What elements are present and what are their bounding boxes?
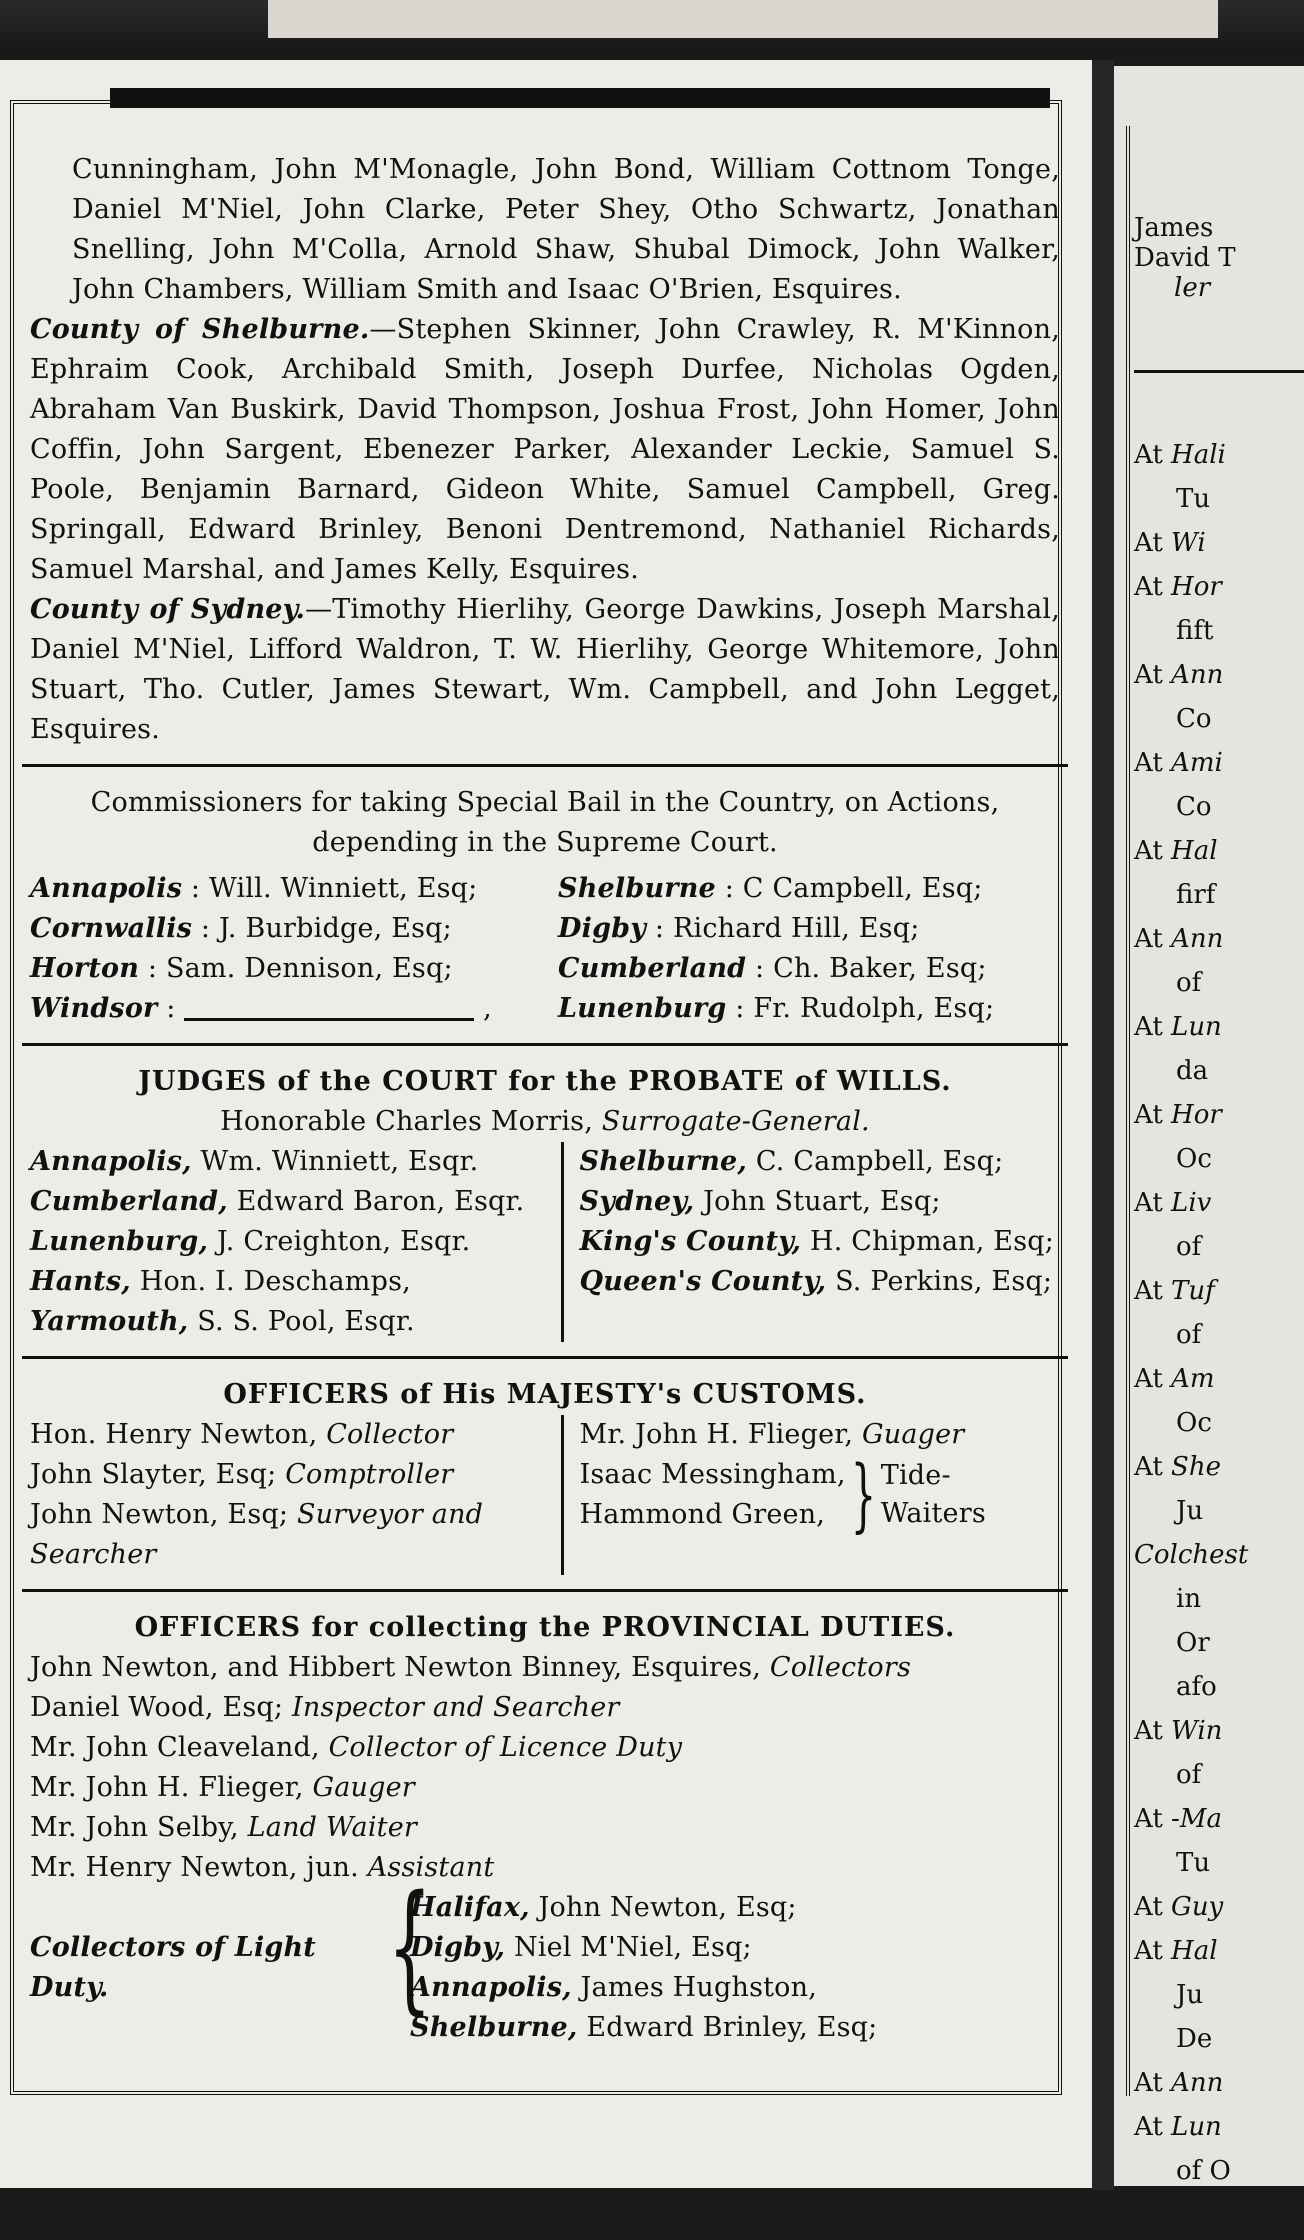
right-at-line bbox=[1134, 1401, 1304, 1445]
at-rest: of bbox=[1176, 1760, 1202, 1790]
at-prefix: At bbox=[1134, 836, 1163, 866]
at-rest: of O bbox=[1176, 2156, 1231, 2186]
bail-name: : Ch. Baker, Esq; bbox=[755, 953, 987, 984]
at-place: Hal bbox=[1171, 1936, 1218, 1966]
bail-entry bbox=[558, 989, 1060, 1029]
at-rest: in bbox=[1176, 1584, 1202, 1614]
surrogate-name: Honorable Charles Morris, bbox=[220, 1106, 593, 1137]
probate-entry bbox=[30, 1182, 551, 1222]
at-rest: da bbox=[1176, 1056, 1209, 1086]
probate-name: S. Perkins, Esq; bbox=[835, 1266, 1053, 1297]
at-prefix: At bbox=[1134, 1892, 1163, 1922]
at-prefix: At bbox=[1134, 748, 1163, 778]
light-entry bbox=[410, 2008, 1060, 2048]
provincial-name: Mr. John Cleaveland, bbox=[30, 1732, 320, 1763]
right-head-line: David T bbox=[1134, 243, 1236, 273]
customs-name: Mr. John H. Flieger, bbox=[579, 1419, 854, 1450]
bail-name: : J. Burbidge, Esq; bbox=[200, 913, 452, 944]
bail-entry bbox=[30, 909, 532, 949]
at-rest: Oc bbox=[1176, 1144, 1212, 1174]
customs-title: OFFICERS of His MAJESTY's CUSTOMS. bbox=[223, 1379, 867, 1410]
at-rest: of bbox=[1176, 1320, 1202, 1350]
probate-left bbox=[30, 1142, 564, 1342]
bail-entry bbox=[558, 869, 1060, 909]
tide-waiters bbox=[579, 1448, 1060, 1541]
right-head-line: James bbox=[1134, 213, 1214, 243]
justices-sydney bbox=[30, 590, 1060, 750]
probate-place: King's County, bbox=[579, 1226, 802, 1257]
right-page bbox=[1114, 66, 1304, 2186]
bail-name: : Sam. Dennison, Esq; bbox=[147, 953, 453, 984]
customs-entry bbox=[30, 1495, 551, 1575]
at-rest: Co bbox=[1176, 792, 1212, 822]
right-at-line bbox=[1134, 1357, 1304, 1401]
right-divider bbox=[1134, 370, 1304, 373]
at-place: Win bbox=[1171, 1716, 1223, 1746]
customs-entry bbox=[580, 1415, 1060, 1455]
right-at-line bbox=[1134, 521, 1304, 565]
probate-entry bbox=[580, 1182, 1060, 1222]
at-prefix: At bbox=[1134, 1188, 1163, 1218]
probate-name: Hon. I. Deschamps, bbox=[139, 1266, 411, 1297]
at-place: Hali bbox=[1171, 440, 1226, 470]
light-name: John Newton, Esq; bbox=[538, 1892, 797, 1923]
bail-name: : bbox=[166, 993, 176, 1024]
at-prefix: At bbox=[1134, 572, 1163, 602]
probate-name: J. Creighton, Esqr. bbox=[216, 1226, 471, 1257]
county-label: County of Sydney. bbox=[30, 594, 306, 625]
right-at-line bbox=[1134, 1577, 1304, 1621]
at-place: Tuf bbox=[1171, 1276, 1215, 1306]
bail-entry bbox=[558, 949, 1060, 989]
section-divider bbox=[22, 1589, 1068, 1592]
customs-name: Hon. Henry Newton, bbox=[30, 1419, 318, 1450]
at-place: Wi bbox=[1171, 528, 1206, 558]
light-duty-label: Collectors of Light Duty. bbox=[30, 1932, 316, 2003]
surrogate-role: Surrogate-General. bbox=[601, 1106, 870, 1137]
customs-entry bbox=[30, 1455, 551, 1495]
at-place: Hor bbox=[1171, 1100, 1222, 1130]
at-rest: Tu bbox=[1176, 1848, 1211, 1878]
at-prefix: At bbox=[1134, 1716, 1163, 1746]
bail-entry bbox=[30, 949, 532, 989]
right-at-line bbox=[1134, 2017, 1304, 2061]
at-rest: Co bbox=[1176, 704, 1212, 734]
bail-entry bbox=[558, 909, 1060, 949]
tide-role-2: Waiters bbox=[880, 1498, 986, 1529]
bail-name: : Fr. Rudolph, Esq; bbox=[735, 993, 995, 1024]
right-at-line bbox=[1134, 609, 1304, 653]
right-at-line bbox=[1134, 1093, 1304, 1137]
at-rest: Tu bbox=[1176, 484, 1211, 514]
at-prefix: At bbox=[1134, 1276, 1163, 1306]
provincial-list bbox=[30, 1648, 1060, 1888]
at-place: Ann bbox=[1171, 660, 1224, 690]
right-at-line bbox=[1134, 873, 1304, 917]
provincial-role: Collector of Licence Duty bbox=[328, 1732, 683, 1763]
bail-place: Annapolis bbox=[30, 873, 183, 904]
provincial-role: Land Waiter bbox=[247, 1812, 417, 1843]
light-name: Niel M'Niel, Esq; bbox=[513, 1932, 752, 1963]
right-at-line bbox=[1134, 697, 1304, 741]
at-rest: Ju bbox=[1176, 1980, 1204, 2010]
probate-place: Queen's County, bbox=[579, 1266, 827, 1297]
right-at-line bbox=[1134, 1929, 1304, 1973]
at-place: Ami bbox=[1171, 748, 1223, 778]
bail-name: : Will. Winniett, Esq; bbox=[190, 873, 478, 904]
right-at-line bbox=[1134, 2105, 1304, 2149]
at-prefix: At bbox=[1134, 1012, 1163, 1042]
light-name: James Hughston, bbox=[580, 1972, 817, 2003]
at-prefix: At bbox=[1134, 660, 1163, 690]
light-entry bbox=[410, 1888, 1060, 1928]
provincial-entry bbox=[30, 1848, 1060, 1888]
section-divider bbox=[22, 764, 1068, 767]
probate-name: C. Campbell, Esq; bbox=[755, 1146, 1004, 1177]
probate-entry bbox=[580, 1142, 1060, 1182]
right-at-line bbox=[1134, 1841, 1304, 1885]
right-at-line bbox=[1134, 1049, 1304, 1093]
customs-role: Comptroller bbox=[285, 1459, 454, 1490]
page-gutter bbox=[1092, 60, 1114, 2190]
special-bail-left bbox=[30, 869, 542, 1029]
right-page-text bbox=[1134, 206, 1304, 2186]
bail-place: Lunenburg bbox=[558, 993, 727, 1024]
right-at-line bbox=[1134, 2061, 1304, 2105]
section-divider bbox=[22, 1356, 1068, 1359]
customs-role: Guager bbox=[861, 1419, 965, 1450]
bail-place: Windsor bbox=[30, 993, 158, 1024]
bail-place: Digby bbox=[558, 913, 647, 944]
probate-place: Shelburne, bbox=[579, 1146, 748, 1177]
provincial-name: Mr. John H. Flieger, bbox=[30, 1772, 304, 1803]
bail-place: Cornwallis bbox=[30, 913, 193, 944]
special-bail-columns bbox=[30, 869, 1060, 1029]
at-place: Hal bbox=[1171, 836, 1218, 866]
provincial-role: Assistant bbox=[367, 1852, 495, 1883]
at-prefix: At bbox=[1134, 440, 1163, 470]
bail-place: Horton bbox=[30, 953, 140, 984]
at-rest: Or bbox=[1176, 1628, 1210, 1658]
probate-name: John Stuart, Esq; bbox=[703, 1186, 941, 1217]
right-at-list bbox=[1134, 433, 1304, 2186]
right-at-line bbox=[1134, 1885, 1304, 1929]
right-at-line bbox=[1134, 653, 1304, 697]
customs-name: John Newton, Esq; bbox=[30, 1499, 289, 1530]
right-at-line bbox=[1134, 1753, 1304, 1797]
customs-name: John Slayter, Esq; bbox=[30, 1459, 277, 1490]
tide-role bbox=[881, 1457, 986, 1533]
at-place: She bbox=[1171, 1452, 1221, 1482]
right-at-line bbox=[1134, 1225, 1304, 1269]
right-at-line bbox=[1134, 1269, 1304, 1313]
bail-place: Shelburne bbox=[558, 873, 716, 904]
at-rest: firf bbox=[1176, 880, 1216, 910]
probate-place: Sydney, bbox=[579, 1186, 695, 1217]
light-place: Shelburne, bbox=[410, 2012, 578, 2043]
county-names: —Stephen Skinner, John Crawley, R. M'Kinnon, Ephraim Cook, Archibald Smith, Joseph Durfee, Nicholas Ogden, Abraham Van Buskirk, David Thompson, Joshua Frost, John Homer, John Coffin, John Sargent, Ebenezer Parker, Alexander Leckie, Samuel S. Poole, Benjamin Barnard, Gideon White, Samuel Campbell, Greg. Springall, Edward Brinley, Benoni Dentremond, Nathaniel Richards, Samuel Marshal, and James Kelly, Esquires. bbox=[30, 314, 1060, 585]
provincial-role: Gauger bbox=[312, 1772, 415, 1803]
right-at-line bbox=[1134, 1137, 1304, 1181]
at-place: Guy bbox=[1171, 1892, 1224, 1922]
at-prefix: At bbox=[1134, 1936, 1163, 1966]
at-rest: Oc bbox=[1176, 1408, 1212, 1438]
right-at-line bbox=[1134, 565, 1304, 609]
probate-place: Cumberland, bbox=[30, 1186, 228, 1217]
probate-subtitle bbox=[30, 1102, 1060, 1142]
at-place: Ann bbox=[1171, 2068, 1224, 2098]
blank-line bbox=[184, 998, 474, 1021]
bail-place: Cumberland bbox=[558, 953, 747, 984]
right-at-line bbox=[1134, 917, 1304, 961]
right-at-line bbox=[1134, 741, 1304, 785]
right-at-line bbox=[1134, 829, 1304, 873]
right-at-line bbox=[1134, 1709, 1304, 1753]
at-rest: afo bbox=[1176, 1672, 1217, 1702]
provincial-entry bbox=[30, 1768, 1060, 1808]
customs-role: Collector bbox=[326, 1419, 454, 1450]
probate-place: Lunenburg, bbox=[30, 1226, 209, 1257]
brace-mark: { bbox=[387, 1866, 433, 2029]
at-prefix: At bbox=[1134, 1804, 1163, 1834]
light-entry bbox=[410, 1968, 1060, 2008]
at-rest: fift bbox=[1176, 616, 1214, 646]
section-divider bbox=[22, 1043, 1068, 1046]
probate-entry bbox=[30, 1302, 551, 1342]
special-bail-title: Commissioners for taking Special Bail in the Country, on Actions, depending in the Supreme Court. bbox=[90, 787, 1000, 858]
bail-entry bbox=[30, 869, 532, 909]
at-prefix: At bbox=[1134, 2112, 1163, 2142]
at-place: Lun bbox=[1171, 1012, 1222, 1042]
probate-title: JUDGES of the COURT for the PROBATE of WILLS. bbox=[138, 1066, 952, 1097]
probate-place: Yarmouth, bbox=[30, 1306, 189, 1337]
right-at-line bbox=[1134, 785, 1304, 829]
light-name: Edward Brinley, Esq; bbox=[586, 2012, 878, 2043]
provincial-name: Mr. Henry Newton, jun. bbox=[30, 1852, 359, 1883]
probate-entry bbox=[30, 1142, 551, 1182]
customs-left bbox=[30, 1415, 564, 1575]
probate-name: Wm. Winniett, Esqr. bbox=[200, 1146, 479, 1177]
at-place: Hor bbox=[1171, 572, 1222, 602]
county-names: —Timothy Hierlihy, George Dawkins, Joseph Marshal, Daniel M'Niel, Lifford Waldron, T. W. Hierlihy, George Whitemore, John Stuart, Tho. Cutler, James Stewart, Wm. Campbell, and John Legget, Esquires. bbox=[30, 594, 1060, 745]
probate-entry bbox=[30, 1222, 551, 1262]
light-duty-list bbox=[410, 1888, 1060, 2048]
at-prefix: At bbox=[1134, 1100, 1163, 1130]
right-at-line bbox=[1134, 1973, 1304, 2017]
at-place: Lun bbox=[1171, 2112, 1222, 2142]
at-prefix: At bbox=[1134, 528, 1163, 558]
tide-name: Isaac Messingham, bbox=[579, 1459, 846, 1490]
probate-columns bbox=[30, 1142, 1060, 1342]
bail-name: : Richard Hill, Esq; bbox=[654, 913, 920, 944]
at-place: Liv bbox=[1171, 1188, 1212, 1218]
customs-columns bbox=[30, 1415, 1060, 1575]
at-place: -Ma bbox=[1171, 1804, 1222, 1834]
probate-place: Annapolis, bbox=[30, 1146, 192, 1177]
probate-place: Hants, bbox=[30, 1266, 131, 1297]
provincial-title: OFFICERS for collecting the PROVINCIAL DUTIES. bbox=[134, 1612, 956, 1643]
light-entry bbox=[410, 1928, 1060, 1968]
provincial-name: John Newton, and Hibbert Newton Binney, Esquires, bbox=[30, 1652, 762, 1683]
right-at-line bbox=[1134, 477, 1304, 521]
customs-right bbox=[564, 1415, 1060, 1575]
right-at-line bbox=[1134, 1181, 1304, 1225]
probate-entry bbox=[580, 1262, 1060, 1302]
at-place: Colchest bbox=[1134, 1540, 1249, 1570]
right-at-line bbox=[1134, 1621, 1304, 1665]
probate-name: S. S. Pool, Esqr. bbox=[197, 1306, 415, 1337]
county-label: County of Shelburne. bbox=[30, 314, 370, 345]
probate-entry bbox=[580, 1222, 1060, 1262]
probate-entry bbox=[30, 1262, 551, 1302]
probate-name: H. Chipman, Esq; bbox=[809, 1226, 1055, 1257]
right-at-line bbox=[1134, 1533, 1304, 1577]
justices-continued: Cunningham, John M'Monagle, John Bond, William Cottnom Tonge, Daniel M'Niel, John Clarke, Peter Shey, Otho Schwartz, Jonathan Snelling, John M'Colla, Arnold Shaw, Shubal Dimock, John Walker, John Chambers, William Smith and Isaac O'Brien, Esquires. bbox=[72, 154, 1060, 305]
right-head-line: ler bbox=[1174, 273, 1211, 303]
customs-role: Surveyor and Searcher bbox=[30, 1499, 484, 1570]
light-place: Halifax, bbox=[410, 1892, 530, 1923]
at-place: Ann bbox=[1171, 924, 1224, 954]
at-prefix: At bbox=[1134, 924, 1163, 954]
at-rest: Ju bbox=[1176, 1496, 1204, 1526]
provincial-entry bbox=[30, 1808, 1060, 1848]
right-at-line bbox=[1134, 1665, 1304, 1709]
right-at-line bbox=[1134, 1489, 1304, 1533]
at-place: Am bbox=[1171, 1364, 1215, 1394]
probate-right bbox=[564, 1142, 1060, 1342]
at-prefix: At bbox=[1134, 1452, 1163, 1482]
right-at-line bbox=[1134, 961, 1304, 1005]
right-at-line bbox=[1134, 1313, 1304, 1357]
light-place: Digby, bbox=[410, 1932, 506, 1963]
right-at-line bbox=[1134, 1005, 1304, 1049]
at-rest: of bbox=[1176, 968, 1202, 998]
probate-name: Edward Baron, Esqr. bbox=[236, 1186, 525, 1217]
tide-role-1: Tide- bbox=[880, 1460, 951, 1491]
right-at-line bbox=[1134, 2149, 1304, 2186]
top-ornament-bar bbox=[110, 88, 1050, 108]
provincial-entry bbox=[30, 1728, 1060, 1768]
brace-mark: } bbox=[850, 1448, 876, 1541]
provincial-entry bbox=[30, 1688, 1060, 1728]
right-at-line bbox=[1134, 433, 1304, 477]
special-bail-right bbox=[542, 869, 1060, 1029]
provincial-role: Inspector and Searcher bbox=[292, 1692, 620, 1723]
provincial-entry bbox=[30, 1648, 1060, 1688]
bail-name: : C Campbell, Esq; bbox=[724, 873, 983, 904]
tide-names bbox=[580, 1455, 846, 1535]
customs-entry bbox=[30, 1415, 551, 1455]
right-at-line bbox=[1134, 1797, 1304, 1841]
page-content bbox=[30, 150, 1060, 2048]
provincial-name: Mr. John Selby, bbox=[30, 1812, 239, 1843]
provincial-name: Daniel Wood, Esq; bbox=[30, 1692, 284, 1723]
top-page-fragment bbox=[268, 0, 1218, 38]
at-rest: De bbox=[1176, 2024, 1213, 2054]
at-prefix: At bbox=[1134, 1364, 1163, 1394]
at-rest: of bbox=[1176, 1232, 1202, 1262]
tide-name: Hammond Green, bbox=[579, 1499, 826, 1530]
justices-shelburne bbox=[30, 310, 1060, 590]
at-prefix: At bbox=[1134, 2068, 1163, 2098]
bail-entry: Windsor : , bbox=[30, 993, 492, 1024]
provincial-role: Collectors bbox=[769, 1652, 912, 1683]
light-place: Annapolis, bbox=[410, 1972, 572, 2003]
right-at-line bbox=[1134, 1445, 1304, 1489]
